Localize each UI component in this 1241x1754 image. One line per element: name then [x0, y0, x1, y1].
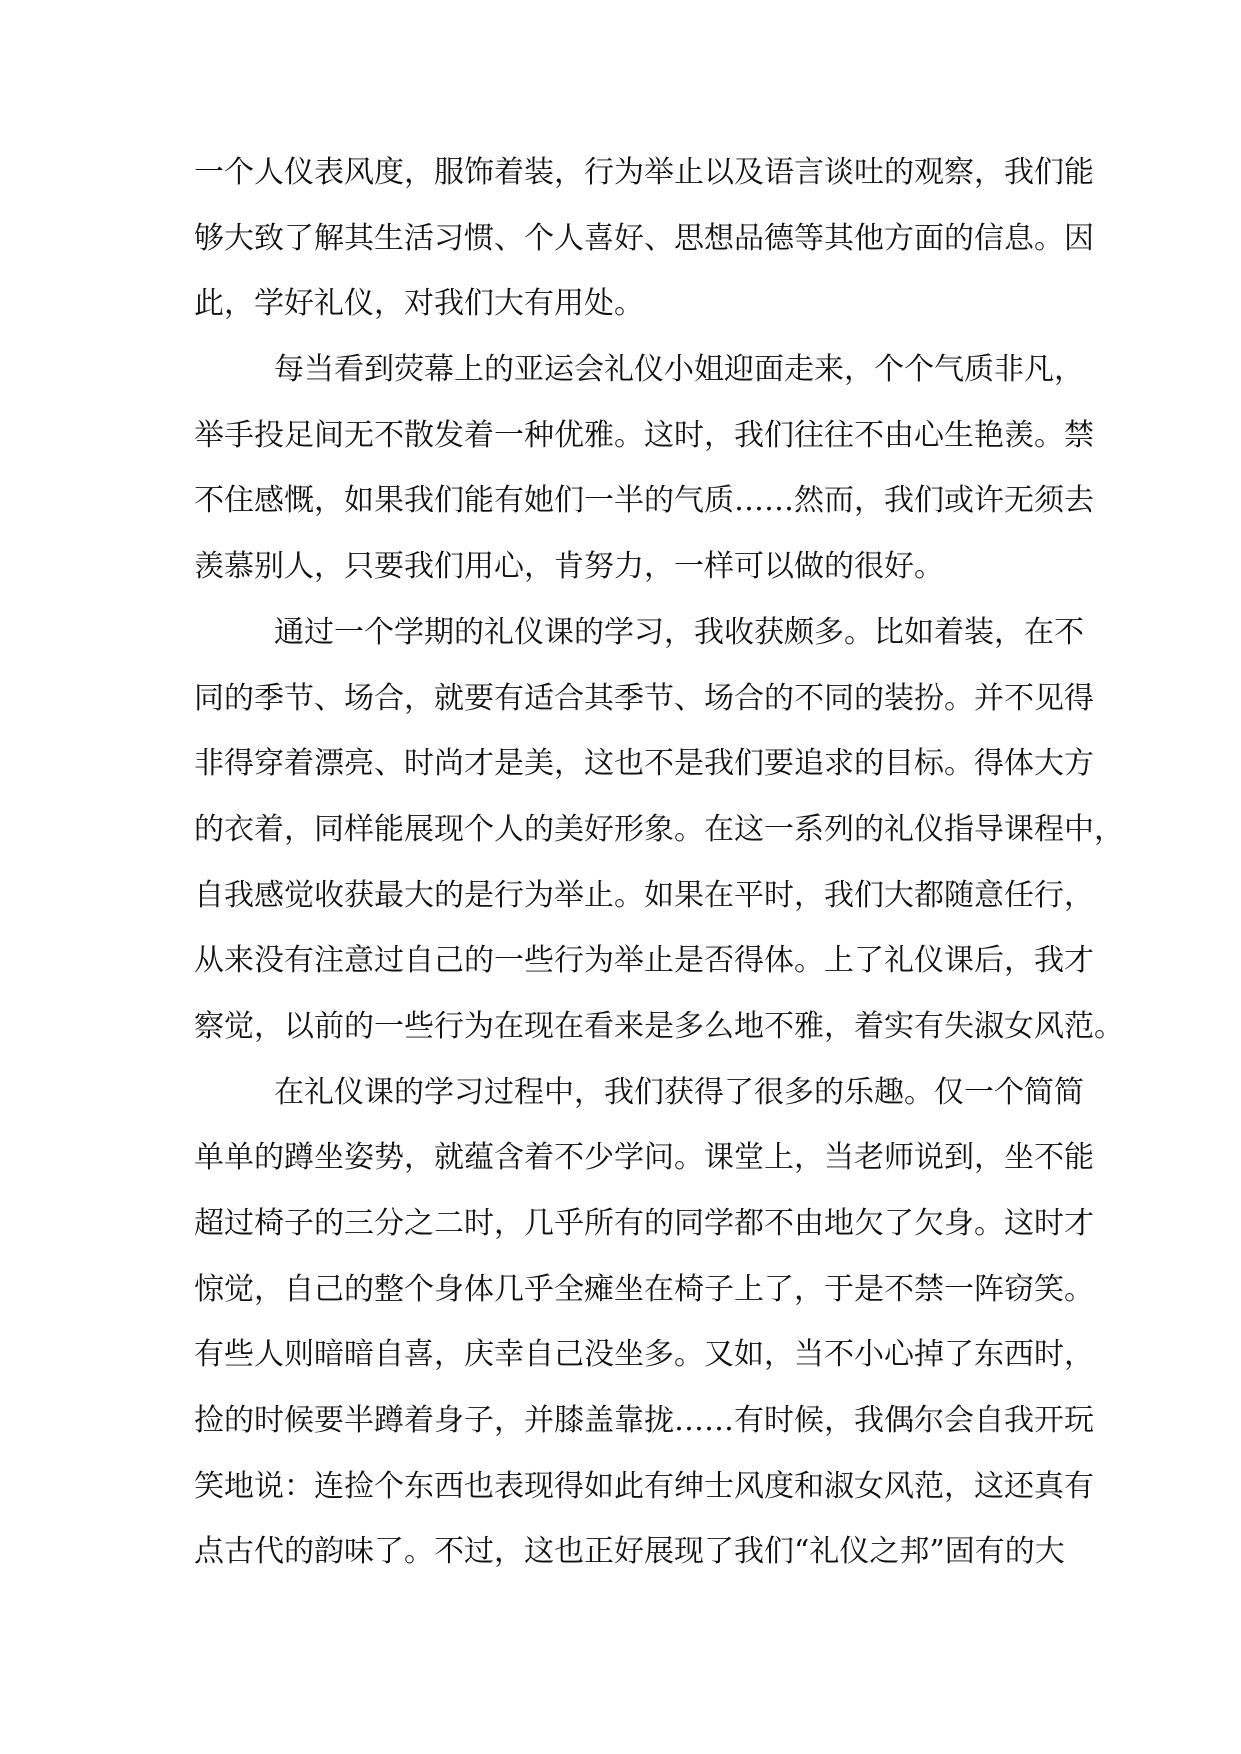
text-line: 非 得 穿 着 漂 亮 、 时 尚 才 是 美 ， 这 也 不 是 我 们 要 追 求 的 目 标 。 得 体 大 方	[194, 746, 1094, 782]
text-line: 羡慕别人，只要我们用心，肯努力，一样可以做的很好。	[194, 549, 944, 585]
text-line: 此，学好礼仪，对我们大有用处。	[194, 286, 644, 322]
text-line: 笑 地 说 ： 连 捡 个 东 西 也 表 现 得 如 此 有 绅 士 风 度 和 淑 女 风 范 ， 这 还 真 有	[194, 1468, 1094, 1504]
text-line: 从 来 没 有 注 意 过 自 己 的 一 些 行 为 举 止 是 否 得 体 。 上 了 礼 仪 课 后 ， 我 才	[194, 943, 1094, 979]
text-line: 自 我 感 觉 收 获 最 大 的 是 行 为 举 止 。 如 果 在 平 时 ， 我 们 大 都 随 意 任 行 ，	[194, 877, 1094, 913]
text-line: 每 当 看 到 荧 幕 上 的 亚 运 会 礼 仪 小 姐 迎 面 走 来 ， 个 个 气 质 非 凡 ，	[274, 352, 1084, 388]
text-line: 有 些 人 则 暗 暗 自 喜 ， 庆 幸 自 己 没 坐 多 。 又 如 ， 当 不 小 心 掉 了 东 西 时 ，	[194, 1337, 1094, 1373]
text-line: 在 礼 仪 课 的 学 习 过 程 中 ， 我 们 获 得 了 很 多 的 乐 趣 。 仅 一 个 简 简	[274, 1074, 1084, 1110]
text-line: 不 住 感 慨 ， 如 果 我 们 能 有 她 们 一 半 的 气 质 … … 然 而 ， 我 们 或 许 无 须 去	[194, 483, 1094, 519]
text-line: 够 大 致 了 解 其 生 活 习 惯 、 个 人 喜 好 、 思 想 品 德 等 其 他 方 面 的 信 息 。 因	[194, 220, 1094, 256]
text-line: 捡 的 时 候 要 半 蹲 着 身 子 ， 并 膝 盖 靠 拢 … … 有 时 候 ， 我 偶 尔 会 自 我 开 玩	[194, 1403, 1094, 1439]
text-line: 惊 觉 ， 自 己 的 整 个 身 体 几 乎 全 瘫 坐 在 椅 子 上 了 ， 于 是 不 禁 一 阵 窃 笑 。	[194, 1271, 1094, 1307]
text-line: 单 单 的 蹲 坐 姿 势 ， 就 蕴 含 着 不 少 学 问 。 课 堂 上 ， 当 老 师 说 到 ， 坐 不 能	[194, 1140, 1094, 1176]
text-line: 举 手 投 足 间 无 不 散 发 着 一 种 优 雅 。 这 时 ， 我 们 往 往 不 由 心 生 艳 羡 。 禁	[194, 417, 1094, 453]
text-line: 通 过 一 个 学 期 的 礼 仪 课 的 学 习 ， 我 收 获 颇 多 。 比 如 着 装 ， 在 不	[274, 614, 1084, 650]
text-line: 同 的 季 节 、 场 合 ， 就 要 有 适 合 其 季 节 、 场 合 的 不 同 的 装 扮 。 并 不 见 得	[194, 680, 1094, 716]
text-line: 察觉，以前的一些行为在现在看来是多么地不雅，着实有失淑女风范。	[194, 1008, 1124, 1044]
text-line: 超 过 椅 子 的 三 分 之 二 时 ， 几 乎 所 有 的 同 学 都 不 由 地 欠 了 欠 身 。 这 时 才	[194, 1206, 1094, 1241]
body-text	[194, 155, 1124, 1603]
text-line: 点 古 代 的 韵 味 了 。 不 过 ， 这 也 正 好 展 现 了 我 们 “ 礼 仪 之 邦 ” 固 有 的 大	[194, 1534, 1065, 1570]
text-line: 的 衣 着 ， 同 样 能 展 现 个 人 的 美 好 形 象 。 在 这 一 系 列 的 礼 仪 指 导 课 程 中 ，	[194, 811, 1124, 847]
text-line: 一 个 人 仪 表 风 度 ， 服 饰 着 装 ， 行 为 举 止 以 及 语 言 谈 吐 的 观 察 ， 我 们 能	[194, 155, 1094, 190]
